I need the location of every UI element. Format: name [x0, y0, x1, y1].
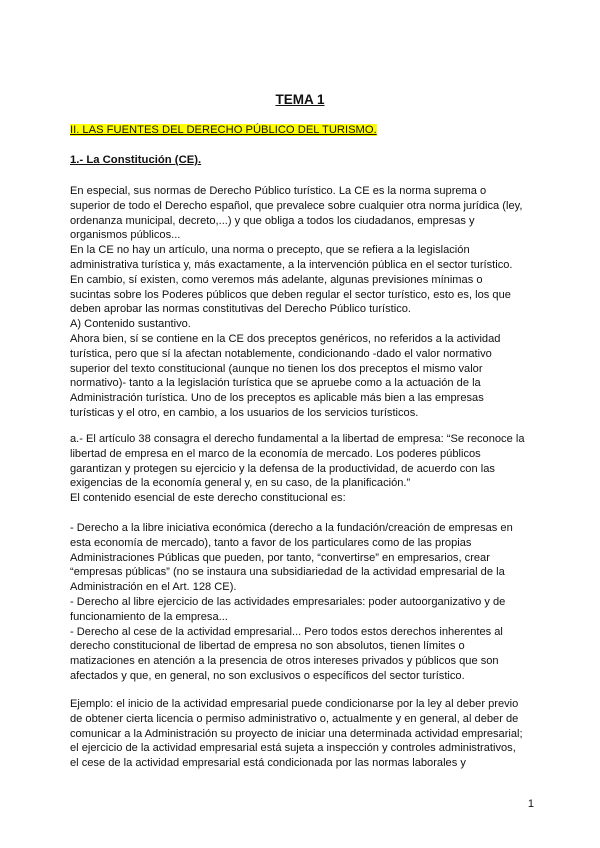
text-line: comunicar a la Administración su proyecto de iniciar una determinada actividad empresarial; — [70, 727, 523, 740]
text-line: matizaciones en atención a la presencia de otros intereses privados y públicos que son — [70, 655, 499, 668]
document-title: TEMA 1 — [275, 92, 325, 107]
paragraph-block-1 — [70, 184, 532, 421]
text-line: En especial, sus normas de Derecho Público turístico. La CE es la norma suprema o — [70, 185, 487, 197]
text-line: Administración en el Art. 128 CE). — [70, 581, 237, 594]
section-heading-text: II. LAS FUENTES DEL DERECHO PÚBLICO DEL TURISMO. — [70, 124, 377, 136]
text-line: superior de todo el Derecho español, que prevalece sobre cualquier otra norma jurídica (ley, — [70, 199, 523, 212]
page-number: 1 — [527, 798, 534, 810]
text-line: - Derecho al cese de la actividad empresarial... Pero todos estos derechos inherentes al — [70, 625, 503, 638]
text-line: afectados y que, en general, no son exclusivos o específicos del sector turístico. — [70, 669, 465, 682]
text-line: organismos públicos... — [70, 229, 181, 242]
text-line: - Derecho a la libre iniciativa económica (derecho a la fundación/creación de empresas en — [70, 522, 513, 534]
text-line: ordenanza municipal, decreto,...) y que obliga a todos los ciudadanos, empresas y — [70, 214, 475, 227]
text-line: el cese de la actividad empresarial está condicionada por las normas laborales y — [70, 757, 466, 770]
text-line: En la CE no hay un artículo, una norma o precepto, que se refiera a la legislación — [70, 244, 470, 257]
text-line: exigencias de la economía general y, en su caso, de la planificación.” — [70, 477, 411, 490]
paragraph-block-4 — [70, 697, 532, 771]
text-line: garantizan y protegen su ejercicio y la defensa de la productividad, de acuerdo con las — [70, 462, 495, 475]
text-line: a.- El artículo 38 consagra el derecho fundamental a la libertad de empresa: “Se reconoce la — [70, 433, 525, 445]
text-line: turísticas y el otro, en cambio, a los usuarios de los servicios turísticos. — [70, 406, 419, 419]
text-line: Ejemplo: el inicio de la actividad empresarial puede condicionarse por la ley al deber previo — [70, 698, 519, 710]
text-line: funcionamiento de la empresa... — [70, 610, 228, 623]
section-heading — [70, 124, 377, 136]
text-line: “empresas públicas” (no se instaura una subsidiariedad de la actividad empresarial de la — [70, 566, 505, 579]
text-line: el ejercicio de la actividad empresarial está sujeta a inspección y controles administrativos, — [70, 742, 516, 755]
text-line: A) Contenido sustantivo. — [70, 318, 191, 331]
text-line: administrativa turística y, más exactamente, a la intervención pública en el sector turístico. — [70, 258, 513, 271]
text-line: de obtener cierta licencia o permiso administrativo o, actualmente y en general, al deber de — [70, 712, 519, 725]
text-line: superior del texto constitucional (aunque no tienen los dos preceptos el mismo valor — [70, 362, 483, 375]
text-line: libertad de empresa en el marco de la economía de mercado. Los poderes públicos — [70, 447, 481, 460]
text-line: esta economía de mercado), tanto a favor de los particulares como de las propias — [70, 536, 472, 549]
text-line: Administración turística. Uno de los preceptos es aplicable más bien a las empresas — [70, 392, 484, 405]
text-line: normativo)- tanto a la legislación turística que se apruebe como a la actuación de la — [70, 377, 481, 390]
text-line: deben aprobar las normas constitutivas del Derecho Público turístico. — [70, 303, 412, 316]
text-line: El contenido esencial de este derecho constitucional es: — [70, 492, 346, 505]
paragraph-block-2 — [70, 432, 532, 506]
text-line: derecho constitucional de libertad de empresa no son absolutos, tienen límites o — [70, 640, 465, 653]
text-line: sucintas sobre los Poderes públicos que deben regular el sector turístico, esto es, los que — [70, 288, 511, 301]
text-line: Ahora bien, sí se contiene en la CE dos preceptos genéricos, no referidos a la actividad — [70, 332, 501, 345]
text-line: En cambio, sí existen, como veremos más adelante, algunas previsiones mínimas o — [70, 273, 483, 286]
paragraph-block-3 — [70, 521, 532, 684]
text-line: - Derecho al libre ejercicio de las actividades empresariales: poder autoorganizativo y de — [70, 595, 506, 608]
text-line: turística, pero que sí la afectan notablemente, condicionando -dado el valor normativo — [70, 347, 492, 360]
sub-heading: 1.- La Constitución (CE). — [70, 154, 202, 166]
text-line: Administraciones Públicas que pueden, por tanto, “convertirse” en empresarios, crear — [70, 551, 490, 564]
